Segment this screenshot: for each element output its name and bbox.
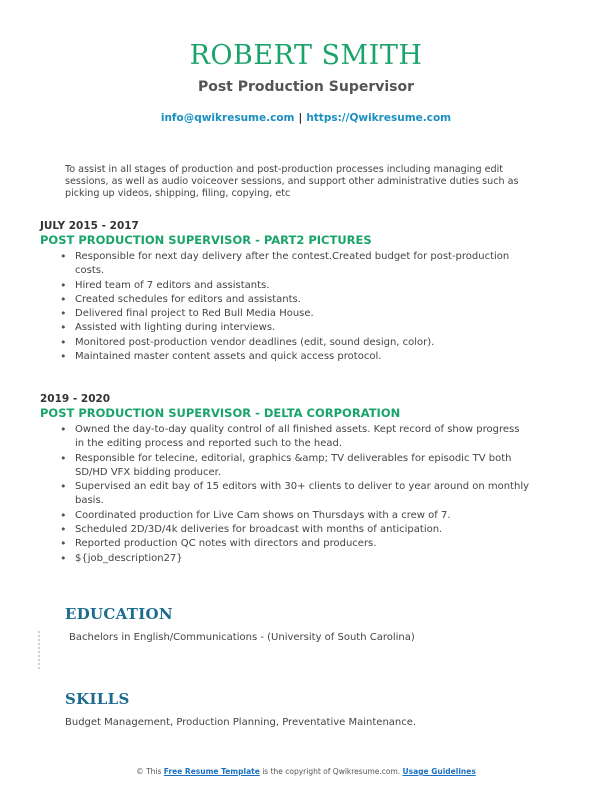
skills-heading: SKILLS [65,690,130,708]
website-link[interactable]: https://Qwikresume.com [306,112,452,124]
candidate-role: Post Production Supervisor [197,79,415,95]
skills-list: Budget Management, Production Planning, Preventative Maintenance. [65,717,417,728]
footer-prefix: © This [136,767,162,776]
job-title: POST PRODUCTION SUPERVISOR - DELTA CORPORATION [40,406,401,420]
bullet-item: • Scheduled 2D/3D/4k deliveries for broadcast with months of anticipation. [60,523,530,537]
bullet-item: • Reported production QC notes with directors and producers. [60,537,530,551]
bullet-item: • Monitored post-production vendor deadlines (edit, sound design, color). [60,336,530,350]
bullet-item: • Created schedules for editors and assistants. [60,293,530,307]
bullet-item: • Assisted with lighting during interviews. [60,321,530,335]
bullet-item: • Delivered final project to Red Bull Media House. [60,307,530,321]
bullet-item: • Responsible for next day delivery after the contest.Created budget for post-production costs. [60,250,530,279]
bullet-item: • Coordinated production for Live Cam shows on Thursdays with a crew of 7. [60,509,530,523]
footer-middle: is the copyright of Qwikresume.com. [262,767,401,776]
job-title: POST PRODUCTION SUPERVISOR - PART2 PICTURES [40,233,372,247]
job-bullets [40,250,530,364]
education-heading: EDUCATION [65,605,173,623]
experience-entry [40,393,530,566]
bullet-item: • ${job_description27} [60,552,530,566]
footer [0,767,612,776]
bullet-item: • Owned the day-to-day quality control of all finished assets. Kept record of show progress in the editing process and reported such to the head. [60,423,530,452]
section-divider [38,631,40,669]
usage-guidelines-link[interactable]: Usage Guidelines [402,767,476,776]
job-bullets [40,423,530,566]
email-link[interactable]: info@qwikresume.com [160,112,295,124]
job-dates: JULY 2015 - 2017 [40,220,139,232]
job-dates: 2019 - 2020 [40,393,111,405]
free-resume-template-link[interactable]: Free Resume Template [163,767,260,776]
bullet-item: • Supervised an edit bay of 15 editors with 30+ clients to deliver to year around on monthly basis. [60,480,530,509]
bullet-item: • Hired team of 7 editors and assistants. [60,279,530,293]
bullet-item: • Maintained master content assets and quick access protocol. [60,350,530,364]
summary-paragraph: To assist in all stages of production and post-production processes including managing edit sessions, as well as audio voiceover sessions, and support other administrative duties such as picking up videos, shipping, filing, copying, etc [65,164,519,199]
contact-separator: | [298,112,303,124]
education-entry: Bachelors in English/Communications - (University of South Carolina) [69,632,415,643]
experience-entry [40,220,530,364]
bullet-item: • Responsible for telecine, editorial, graphics &amp; TV deliverables for episodic TV both SD/HD VFX bidding producer. [60,452,530,481]
contact-line [0,112,612,124]
candidate-name: ROBERT SMITH [189,40,423,71]
